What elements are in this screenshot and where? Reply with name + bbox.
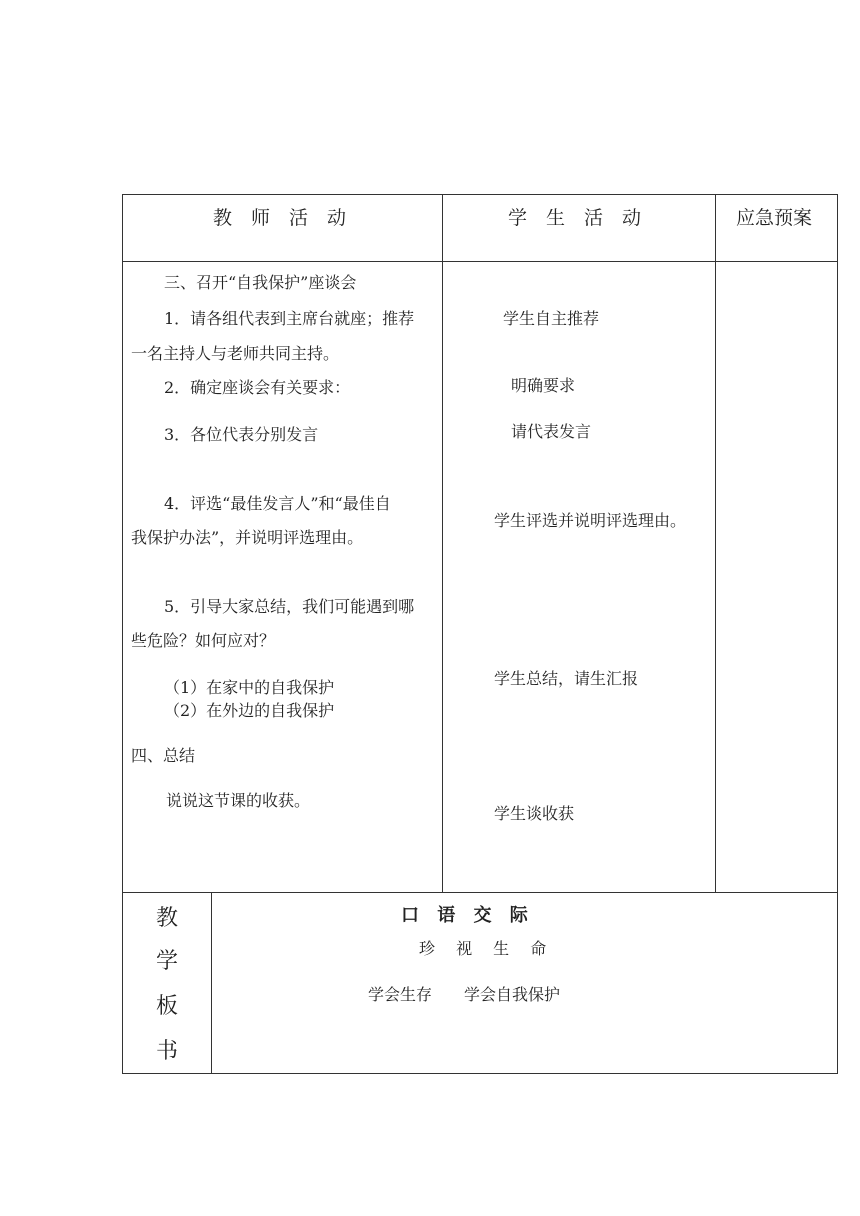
blackboard-label-char: 板 [155,994,178,1019]
blackboard-label-char: 书 [155,1039,178,1064]
blackboard-label-char: 学 [155,949,178,974]
blackboard-line: 学会生存 学会自我保护 [368,985,561,1004]
student-activity-item: 学生评选并说明评选理由。 [494,511,687,530]
student-activity-item: 学生谈收获 [494,804,575,823]
table-right-border [837,194,838,1074]
teacher-activity-item: 四、总结 [131,746,196,765]
body-bottom-border [122,892,838,893]
student-activity-item: 明确要求 [511,376,576,395]
teacher-activity-item: 三、召开“自我保护”座谈会 [164,273,357,292]
teacher-activity-item: 1．请各组代表到主席台就座；推荐 [164,309,415,328]
col-divider-2 [715,194,716,893]
teacher-activity-item: 些危险？如何应对？ [131,631,276,650]
blackboard-subtitle: 珍 视 生 命 [419,939,555,958]
teacher-activity-item: 2．确定座谈会有关要求： [164,378,351,397]
teacher-activity-item: 4．评选“最佳发言人”和“最佳自 [164,494,391,513]
teacher-activity-item: 5．引导大家总结，我们可能遇到哪 [164,597,415,616]
header-teacher-activity: 教 师 活 动 [213,207,347,229]
teacher-activity-item: （1）在家中的自我保护 [164,678,335,697]
student-activity-item: 学生自主推荐 [503,309,600,328]
header-bottom-border [122,261,838,262]
teacher-activity-item: 一名主持人与老师共同主持。 [131,344,340,363]
blackboard-title: 口 语 交 际 [401,905,534,926]
teacher-activity-item: 3．各位代表分别发言 [164,425,319,444]
table-bottom-border [122,1073,838,1074]
col-divider-1 [442,194,443,893]
student-activity-item: 请代表发言 [511,422,592,441]
table-left-border [122,194,123,1074]
teacher-activity-item: 我保护办法”，并说明评选理由。 [131,528,364,547]
blackboard-label-divider [211,892,212,1074]
header-student-activity: 学 生 活 动 [508,207,642,229]
student-activity-item: 学生总结，请生汇报 [494,669,639,688]
blackboard-label-char: 教 [155,906,178,931]
table-top-border [122,194,838,195]
header-emergency-plan: 应急预案 [736,207,813,229]
teacher-activity-item: 说说这节课的收获。 [166,791,311,810]
teacher-activity-item: （2）在外边的自我保护 [164,701,335,720]
